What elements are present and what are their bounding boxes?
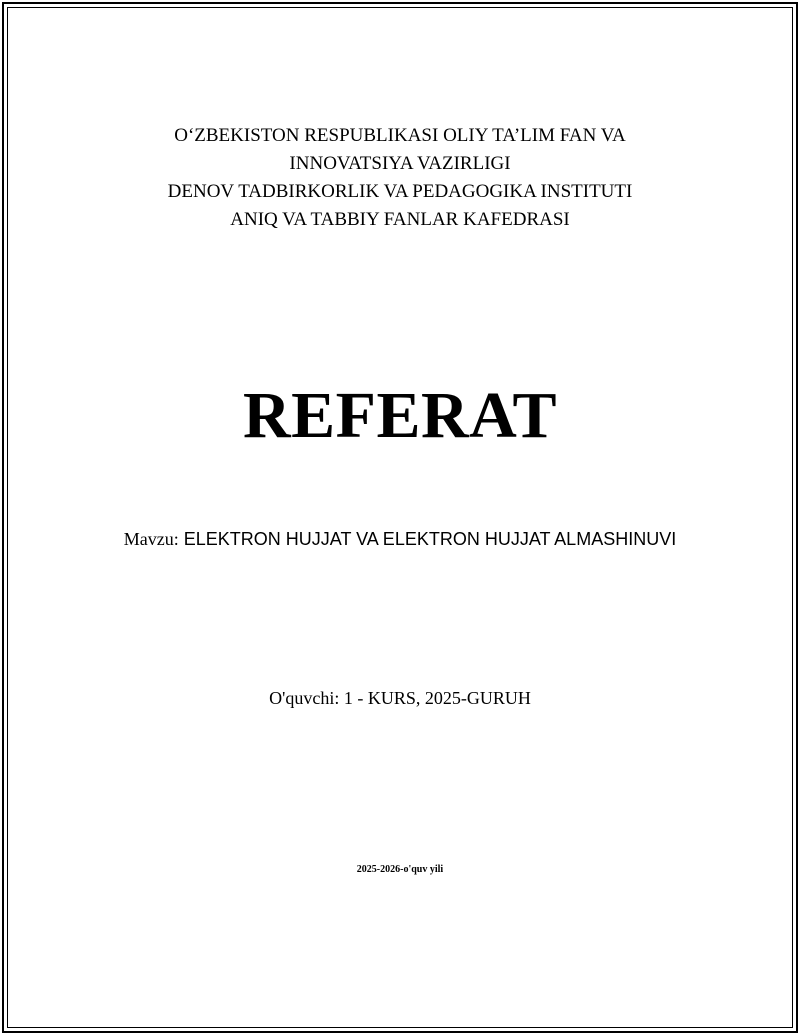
header-line: O‘ZBEKISTON RESPUBLIKASI OLIY TA’LIM FAN VA: [174, 125, 626, 146]
student-info: O'quvchi: 1 - KURS, 2025-GURUH: [269, 688, 531, 708]
header-line: INNOVATSIYA VAZIRLIGI: [289, 153, 511, 174]
topic-line: [0, 527, 800, 551]
document-title: REFERAT: [243, 379, 557, 452]
topic-value: ELEKTRON HUJJAT VA ELEKTRON HUJJAT ALMASHINUVI: [183, 529, 677, 549]
header-line: DENOV TADBIRKORLIK VA PEDAGOGIKA INSTITUTI: [167, 181, 633, 202]
institution-header: [0, 122, 800, 234]
academic-year: 2025-2026-o'quv yili: [356, 864, 444, 875]
topic-label: Mavzu:: [123, 529, 179, 549]
header-line: ANIQ VA TABBIY FANLAR KAFEDRASI: [230, 209, 570, 230]
